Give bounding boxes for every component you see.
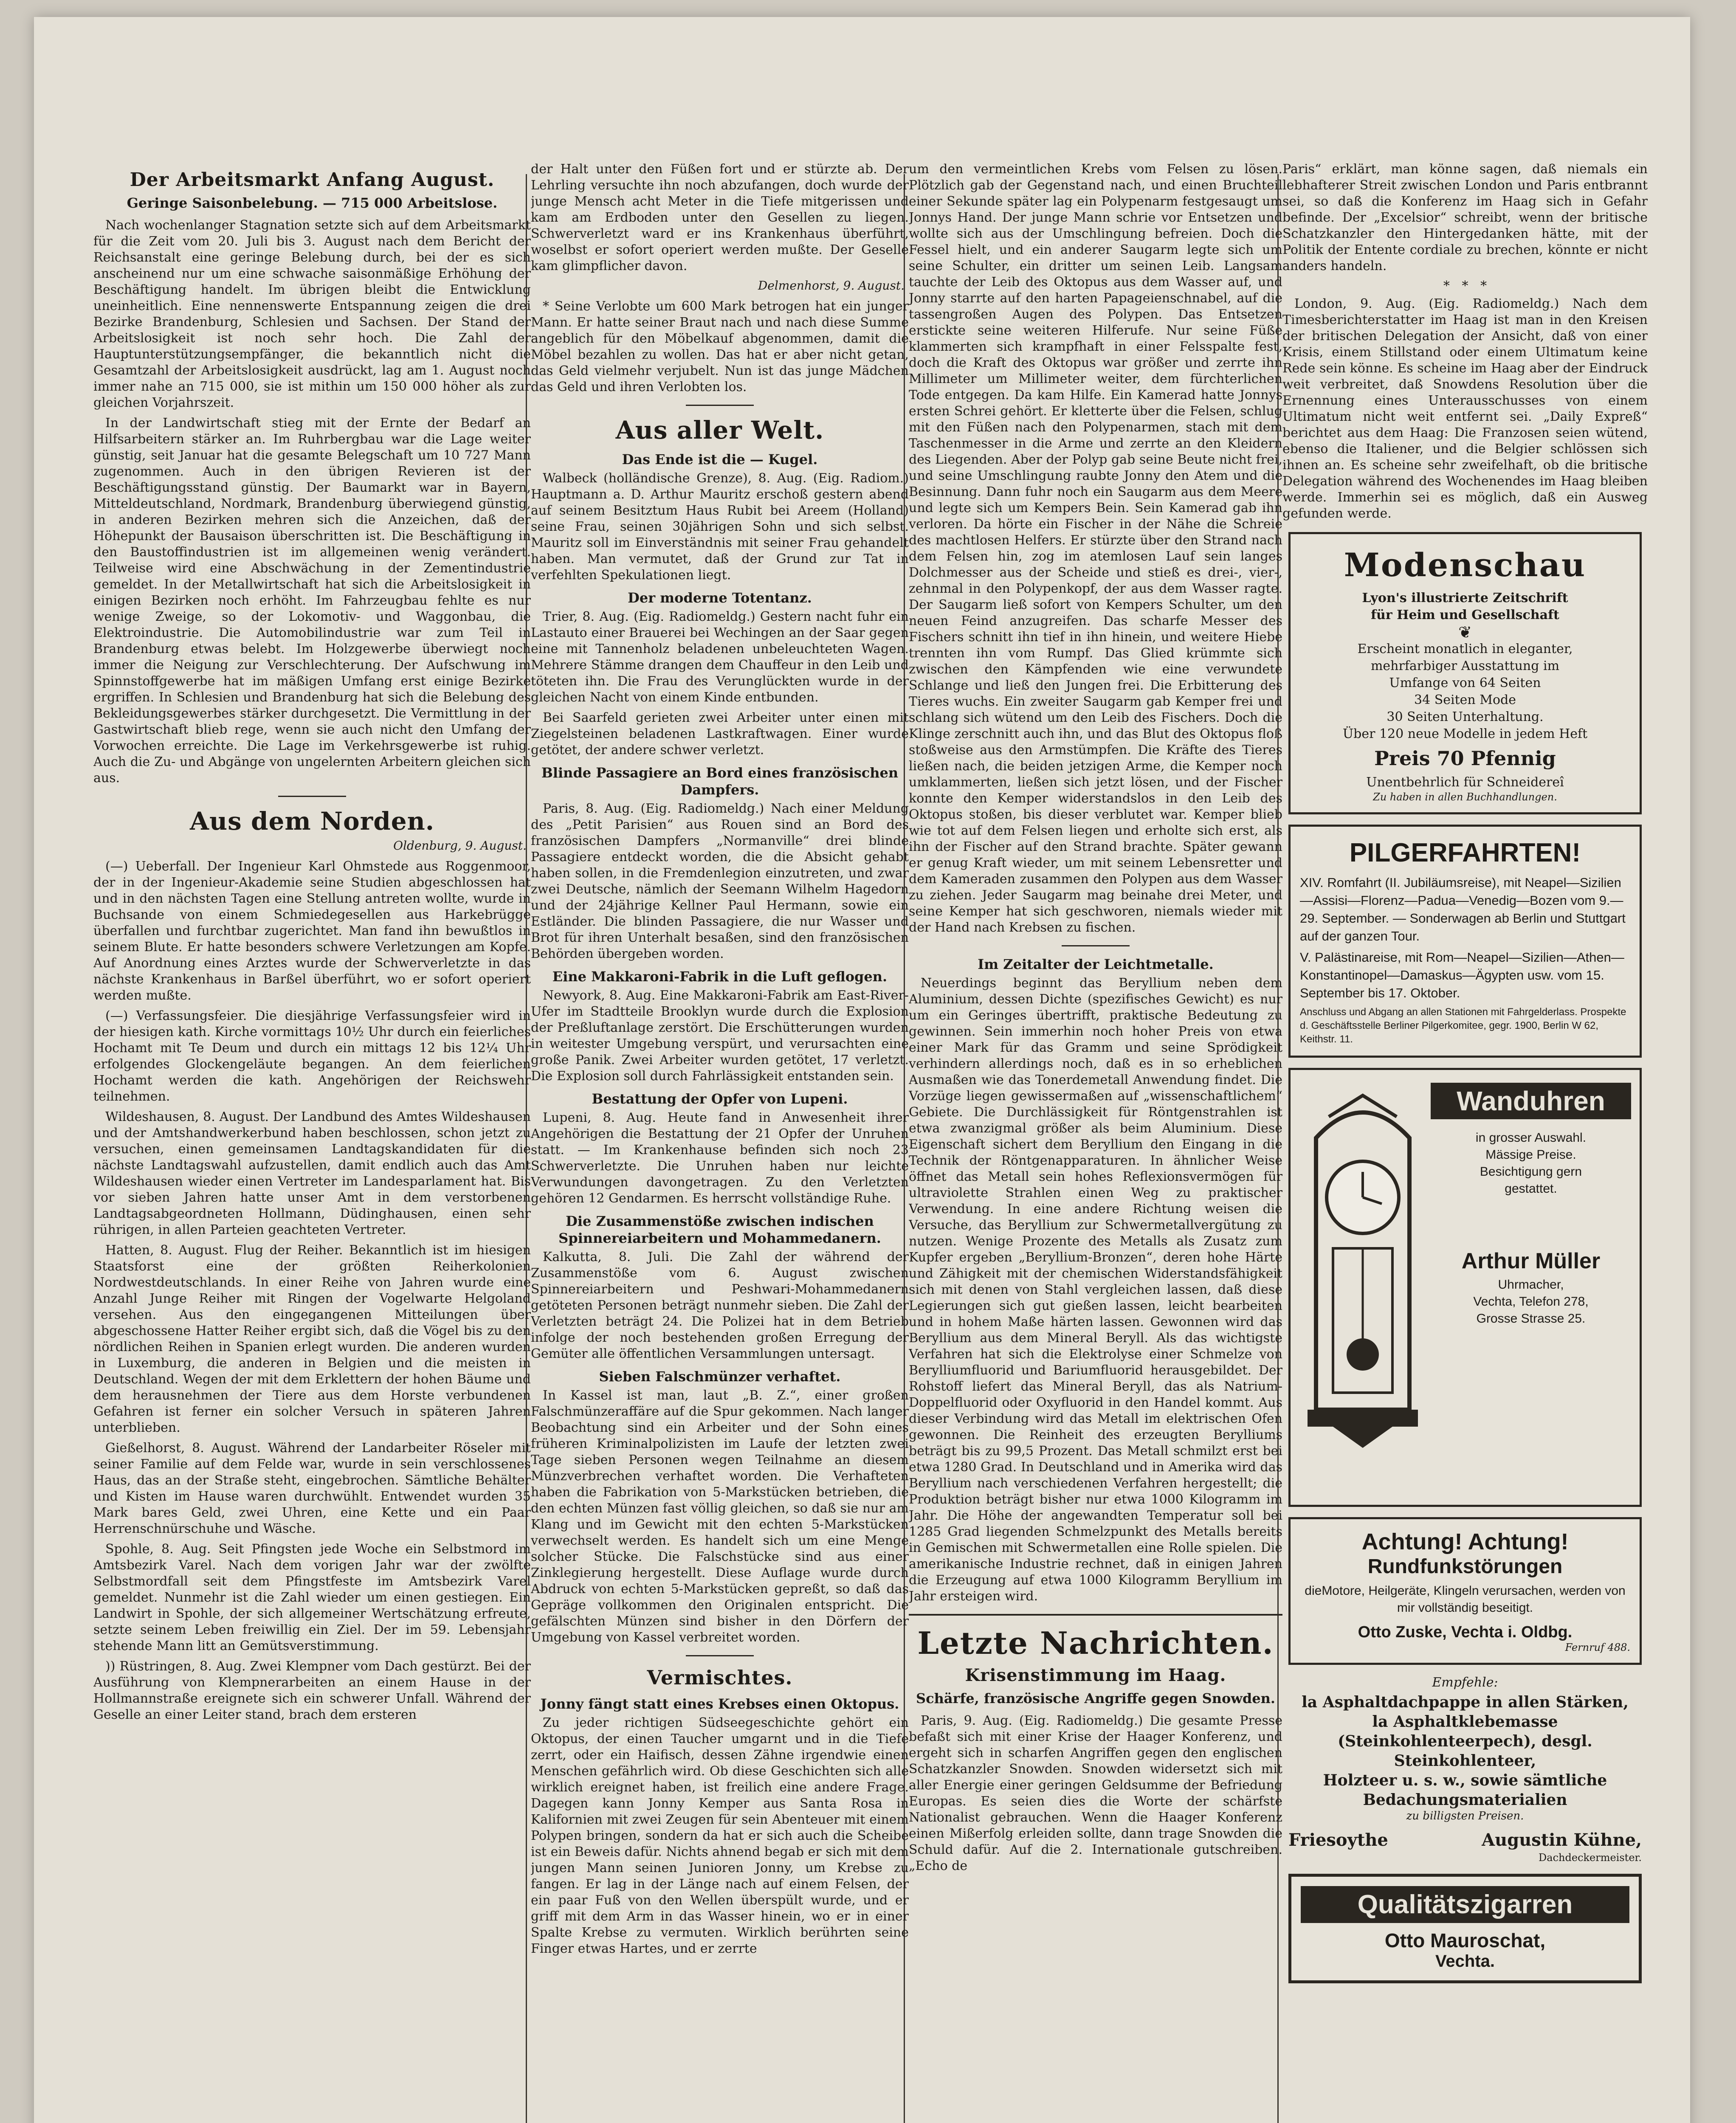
ad-head: Empfehle: xyxy=(1432,1675,1498,1690)
article-paragraph: In der Landwirtschaft stieg mit der Ernte der Bedarf an Hilfsarbeitern stärker an. Im Ruhrbergbau war die Lage weiter günstig, seit Januar hat die gesamte Belegschaft um 10 727 Mann zugenommen. Auch in den übrigen Revieren ist der Beschäftigungsstand günstig. Der Baumarkt war in Bayern, Mitteldeutschland, Nordmark, Brandenburg überwiegend günstig, in anderen Bezirken mehren sich die Anzeichen, daß der Höhepunkt der Bausaison überschritten ist. Die Beschäftigung in den Baustoffindustrien ist im allgemeinen wenig verändert. Teilweise wird eine Abschwächung in der Zementindustrie gemeldet. In der Metallwirtschaft hat sich die Arbeitslosigkeit in einigen Bezirken noch erhöht. Im Fahrzeugbau fehlte es nur wenige Zweige, so der Lokomotiv- und Waggonbau, die Elektroindustrie. Die Automobilindustrie war zum Teil in Brandenburg etwas belebt. Im Holzgewerbe überwiegt noch immer die Neigung zur Verschlechterung. Der Aufschwung im Spinnstoffgewerbe hat im mäßigen Umfang erst einige Bezirke ergriffen. In Schlesien und Brandenburg hat sich die Belebung des Bekleidungsgewerbes stärker durchgesetzt. Die Vermittlung in der Gastwirtschaft blieb rege, wenn sie auch nicht den Umfang der Vorwochen erreichte. Die Lage im Verkehrsgewerbe ist ruhig. Auch die Zu- und Abgänge von ungelernten Arbeitern gleichen sich aus. xyxy=(93,416,531,786)
ad-dachpappe xyxy=(1282,1675,1648,1864)
article-paragraph: * Seine Verlobte um 600 Mark betrogen hat ein junger Mann. Er hatte seiner Braut nach und nach diese Summe angeblich für den Möbelkauf abgenommen, damit die Möbel bezahlen zu wollen. Das hat er aber nicht getan, das Geld vielmehr verjubelt. Nun ist das junge Mädchen das Geld und ihren Verlobten los. xyxy=(531,299,909,394)
ad-phone: Fernruf 488. xyxy=(1565,1642,1630,1653)
section-title: Aus aller Welt. xyxy=(615,416,824,445)
ad-line: Grosse Strasse 25. xyxy=(1476,1312,1586,1326)
article-paragraph: Neuerdings beginnt das Beryllium neben dem Aluminium, dessen Dichte (spezifisches Gewicht) es nur um ein Geringes übertrifft, praktische Bedeutung zu gewinnen. Sein immerhin noch hoher Preis von etwa einer Mark für das Gramm und seine Sprödigkeit verhindern allerdings noch, daß es in so erheblichen Ausmaßen wie das Tonerdemetall Anwendung findet. Die Vorzüge liegen gewissermaßen auf „wissenschaftlichem“ Gebiete. Die Durchlässigkeit für Röntgenstrahlen ist etwa zwanzigmal größer als beim Aluminium. Diese Eigenschaft sichert dem Beryllium den Eingang in die Technik der Röntgenapparaturen. In ähnlicher Weise öffnet das Metall sein hohes Reflexionsvermögen für ultraviolette Strahlen einen Weg zu praktischer Verwendung. In eine andere Richtung weisen die Versuche, das Beryllium zur Schwermetallvergütung zu nutzen. Wenige Prozente des Metalls als Zusatz zum Kupfer ergeben „Beryllium-Bronzen“, deren hohe Härte und Zähigkeit mit der chemischen Widerstandsfähigkeit sich mit denen von Stahl vergleichen lassen, daß diese Legierungen sich gut gießen lassen, leicht bearbeiten und in hohem Maße härten lassen. Gewonnen wird das Beryllium aus dem Mineral Beryll. Als das wichtigste Verfahren hat sich die Elektrolyse einer Schmelze von Berylliumfluorid und Bariumfluorid herausgebildet. Der Rohstoff liefert das Mineral Beryll, das als Natrium-Doppelfluorid oder Oxyfluorid in den Handel kommt. Aus dieser Verbindung wird das Metall im elektrischen Ofen gewonnen. Die Reinheit des erzeugten Berylliums beträgt bis zu 99,5 Prozent. Das Metall schmilzt erst bei etwa 1280 Grad. In Deutschland und in Amerika wird das Beryllium nach verschiedenen Verfahren hergestellt; die Produktion beträgt bisher nur etwa 1000 Kilogramm im Jahr. Die Höhe der angewandten Temperatur soll bei 1285 Grad liegenden Schmelzpunkt des Metalls bereits in Gemischen mit Schwermetallen eine Rolle spielen. Die amerikanische Industrie rechnet, daß in einigen Jahren die Erzeugung auf etwa 1000 Kilogramm Beryllium im Jahr ersteigen wird. xyxy=(909,976,1282,1604)
ad-line: Uhrmacher, xyxy=(1498,1278,1564,1292)
ad-line: XIV. Romfahrt (II. Jubiläumsreise), mit Neapel—Sizilien—Assisi—Florenz—Padua—Venedig—Bozen vom 9.—29. September. — Sonderwagen ab Berlin und Stuttgart auf der ganzen Tour. xyxy=(1300,875,1626,943)
article-paragraph: In Kassel ist man, laut „B. Z.“, einer großen Falschmünzeraffäre auf die Spur gekommen. Nach langer Beobachtung sind ein Arbeiter und der Sohn eines früheren Kriminalpolizisten im Laufe der letzten zwei Tage sieben Personen wegen Teilnahme an diesem Münzverbrechen verhaftet worden. Die Verhafteten haben die Fabrikation von 5-Markstücken betrieben, die den echten Münzen fast völlig gleichen, so daß sie nur am Klang und im Gewicht mit den echten 5-Markstücken verwechselt werden. Es handelt sich um eine Menge solcher Stücke. Die Falschstücke sind aus einer Zinklegierung hergestellt. Diese Auflage wurde durch Abdruck von echten 5-Markstücken gepreßt, so daß das Gepräge vollkommen den Originalen entspricht. Die gefälschten Münzen sind bisher in den Dörfern der Umgebung von Kassel verbreitet worden. xyxy=(531,1388,909,1645)
ad-line: 30 Seiten Unterhaltung. xyxy=(1387,710,1544,724)
ad-zigarren xyxy=(1288,1874,1642,1983)
wall-clock-icon xyxy=(1308,1087,1418,1452)
article-subtitle: Geringe Saisonbelebung. — 715 000 Arbeitslose. xyxy=(127,195,498,211)
article-title: Der moderne Totentanz. xyxy=(628,590,812,606)
last-news-subtitle-2: Schärfe, französische Angriffe gegen Snowden. xyxy=(916,1690,1275,1706)
article-paragraph: London, 9. Aug. (Eig. Radiomeldg.) Nach dem Timesberichterstatter im Haag ist man in den Kreisen der britischen Delegation der Ansicht, daß von einer Krisis, einem Stillstand oder einem Ultimatum keine Rede sein könne. Es scheine im Haag aber der Eindruck weit verbreitet, daß Snowdens Resolution über die Ernennung eines Unterausschusses von einem Ultimatum nicht weit entfernt sei. „Daily Expreß“ berichtet aus dem Haag: Die Franzosen seien wütend, ebenso die Italiener, und die Belgier schlössen sich ihnen an. Es scheine sehr zweifelhaft, ob die britische Delegation während des Wochenendes im Haag bleiben werde. Immerhin sei es möglich, daß ein Ausweg gefunden werde. xyxy=(1282,296,1648,521)
ad-line: Anschluss und Abgang an allen Stationen mit Fahrgelderlass. Prospekte d. Geschäftsstelle Berliner Pilgerkomitee, gegr. 1900, Berlin W 62, Keithstr. 11. xyxy=(1300,1006,1626,1045)
separator-stars: * * * xyxy=(1443,279,1487,293)
ad-name: Otto Mauroschat, xyxy=(1384,1929,1546,1951)
ad-pilgerfahrten xyxy=(1288,825,1642,1058)
article-paragraph: Zu jeder richtigen Südseegeschichte gehört ein Oktopus, der einen Taucher umgarnt und in die Tiefe zerrt, oder ein Haifisch, dessen Zähne irgendwie einen Menschen gefährlich wird. Ob diese Geschichten sich alle wirklich ereignet haben, ist freilich eine andere Frage. Dagegen kann Jonny Kemper aus Santa Rosa in Kalifornien mit zwei Zeugen für sein Abenteuer mit einem Polypen bringen, sondern da hat er sich auch die Scheibe ist ein Beweis dafür. Nichts ahnend begab er sich mit dem jungen Mann seinen Junioren Jonny, um Krebse zu fangen. Er lag in der Länge nach auf einem Felsen, der ein paar Fuß von den Wellen überspült wurde, und er griff mit dem Arm in das Wasser hinein, wo er in einer Spalte Krebse zu vermuten. Wirklich berührten seine Finger etwas Hartes, und er zerrte xyxy=(531,1715,909,1956)
ad-line: zu billigsten Preisen. xyxy=(1406,1810,1524,1822)
ad-line: dieMotore, Heilgeräte, Klingeln verursachen, werden von xyxy=(1305,1584,1626,1598)
ad-title: Achtung! Achtung! xyxy=(1361,1529,1569,1554)
ad-line: in grosser Auswahl. xyxy=(1475,1131,1587,1145)
article-title: Das Ende ist die — Kugel. xyxy=(622,451,818,467)
last-news-title: Letzte Nachrichten. xyxy=(917,1625,1274,1661)
column-4 xyxy=(1282,161,1648,2123)
article-paragraph: Paris, 8. Aug. (Eig. Radiomeldg.) Nach einer Meldung des „Petit Parisien“ aus Rouen sind an Bord des französischen Dampfers „Normanville“ drei blinde Passagiere entdeckt worden, die die Absicht gehabt haben sollen, in die Fremdenlegion einzutreten, und zwar zwei Deutsche, nämlich der Seemann Wilhelm Hagedorn und der 24jährige Kellner Paul Hermann, sowie ein Estländer. Die blinden Passagiere, die nur Wasser und Brot für ihren Unterhalt besaßen, sind den französischen Behörden übergeben worden. xyxy=(531,801,909,961)
article-paragraph: Hatten, 8. August. Flug der Reiher. Bekanntlich ist im hiesigen Staatsforst eine der größten Reiherkolonien Nordwestdeutschlands. In einer Reihe von Jahren wurde eine Anzahl Junge Reiher mit Ringen der Vogelwarte Helgoland versehen. Aus den eingegangenen Mitteilungen über abgeschossene Hatter Reiher ergibt sich, daß die Vögel bis zu den nördlichen Reihen in Spanien erlegt wurden. Die anderen wurden in Luxemburg, die anderen in Belgien und die meisten in Deutschland. Wegen der mit dem Erklettern der hohen Bäume und dem herausnehmen der Tiere aus dem Horste verbundenen Gefahren ist ferner ein solcher Versuch in späteren Jahren unterblieben. xyxy=(93,1243,531,1435)
article-paragraph: Bei Saarfeld gerieten zwei Arbeiter unter einen mit Ziegelsteinen beladenen Lastkraftwagen. Einer wurde getötet, der andere schwer verletzt. xyxy=(531,710,909,757)
ad-price: Preis 70 Pfennig xyxy=(1374,747,1556,770)
ad-modenschau xyxy=(1288,532,1642,814)
article-title: Im Zeitalter der Leichtmetalle. xyxy=(978,956,1214,972)
ad-line: Holzteer u. s. w., sowie sämtliche xyxy=(1323,1771,1607,1789)
ad-line: Bedachungsmaterialien xyxy=(1363,1791,1567,1809)
article-title: Der Arbeitsmarkt Anfang August. xyxy=(130,169,495,191)
article-paragraph: Wildeshausen, 8. August. Der Landbund des Amtes Wildeshausen und der Amtshandwerkerbund haben beschlossen, schon jetzt zu versuchen, einen gemeinsamen Landtagskandidaten für die nächste Landtagswahl aufzustellen, damit endlich auch das Amt Wildeshausen wieder einen Vertreter im Landesparlament hat. Bis vor sieben Jahren hatte unser Amt in dem verstorbenen Landtagsabgeordneten Hollmann, Düdinghausen, einen sehr rührigen, in allen Parteien geachteten Vertreter. xyxy=(93,1109,531,1237)
separator xyxy=(686,405,754,406)
section-title: Aus dem Norden. xyxy=(189,807,435,836)
ad-line: la Asphaltklebemasse (Steinkohlenteerpech), desgl. Steinkohlenteer, xyxy=(1338,1713,1592,1770)
ad-line: Besichtigung gern xyxy=(1480,1165,1582,1179)
article-paragraph: Gießelhorst, 8. August. Während der Landarbeiter Röseler mit seiner Familie auf dem Felde war, wurde in sein verschlossenes Haus, das an der Straße steht, eingebrochen. Sämtliche Behälter und Kisten im Hause waren durchwühlt. Entwendet wurden 35 Mark bares Geld, zwei Uhren, eine Kette und ein Paar Herrenschnürschuhe und Wäsche. xyxy=(93,1441,531,1536)
column-3 xyxy=(909,161,1282,2123)
ad-line: Zu haben in allen Buchhandlungen. xyxy=(1373,791,1557,803)
dateline: Oldenburg, 9. August. xyxy=(393,839,527,853)
ad-line: 34 Seiten Mode xyxy=(1414,693,1516,707)
ad-title: Modenschau xyxy=(1344,546,1587,584)
ad-title: PILGERFAHRTEN! xyxy=(1349,838,1581,867)
last-news-subtitle: Krisenstimmung im Haag. xyxy=(965,1665,1226,1685)
column-1 xyxy=(93,161,531,2123)
dateline: Delmenhorst, 9. August. xyxy=(758,279,905,293)
article-title: Eine Makkaroni-Fabrik in die Luft geflogen. xyxy=(552,969,888,985)
article-title: Bestattung der Opfer von Lupeni. xyxy=(592,1091,848,1107)
article-paragraph: (—) Verfassungsfeier. Die diesjährige Verfassungsfeier wird in der hiesigen kath. Kirche vormittags 10½ Uhr durch ein feierliches Hochamt mit Te Deum und durch ein mittags 12 bis 12¼ Uhr erfolgendes Glockengeläute begangen. An dem feierlichen Hochamt werden die kath. Angehörigen der Reichswehr teilnehmen. xyxy=(93,1008,531,1104)
ad-line: mir vollständig beseitigt. xyxy=(1397,1601,1533,1615)
separator xyxy=(278,796,346,797)
ad-name: Arthur Müller xyxy=(1461,1249,1601,1273)
section-title: Vermischtes. xyxy=(647,1666,793,1689)
ad-city: Vechta. xyxy=(1435,1952,1495,1971)
article-paragraph: um den vermeintlichen Krebs vom Felsen zu lösen. Plötzlich gab der Gegenstand nach, und einen Bruchteil einer Sekunde später lag ein Polypenarm festgesaugt um Jonnys Hand. Der junge Mann schrie vor Entsetzen und wollte sich aus der Umschlingung befreien. Doch die Fessel hielt, und ein anderer Saugarm legte sich um seine Schulter, ein dritter um seinen Leib. Langsam tauchte der Leib des Oktopus aus dem Wasser auf, und Jonny starrte auf den harten Papageienschnabel, auf die tassengroßen Augen des Polypen. Das Entsetzen erstickte seine weiteren Hilferufe. Nur seine Füße klammerten sich krampfhaft in einer Felsspalte fest, doch die Kraft des Oktopus war größer und zerrte ihn Millimeter um Millimeter weiter, dem fürchterlichen Tode entgegen. Da kam Hilfe. Ein Kamerad hatte Jonnys ersten Schrei gehört. Er kletterte über die Felsen, schlug mit den Füßen nach den Polypenarmen, stach mit dem Taschenmesser in die Arme und zerrte an den Kleidern des Liegenden. Aber der Polyp gab seine Beute nicht frei, und seine Umschlingung raubte Jonny den Atem und die Besinnung. Dann fuhr noch ein Saugarm aus dem Meere und legte sich um Kempers Bein. Sein Kamerad gab ihn verloren. Da hörte ein Fischer in der Nähe die Schreie des machtlosen Helfers. Er stürzte über den Strand nach dem Felsen hin, zog im atemlosen Lauf sein langes Dolchmesser aus der Scheide und stieß es drei-, vier-, zehnmal in den Polypenkopf, der aus dem Wasser ragte. Der Saugarm ließ sofort von Kempers Schulter, um den neuen Feind anzugreifen. Das scharfe Messer des Fischers schnitt ihn tief in ihn hinein, und weitere Hiebe trennten ihn vom Rumpf. Das Glied krümmte sich zwischen den Kämpfenden wie eine verwundete Schlange und ließ den Jungen frei. Die Erbitterung des Tieres wuchs. Ein zweiter Saugarm gab Kemper frei und schlang sich wütend um den Leib des Fischers. Doch die Klinge zerschnitt auch ihn, und das Blut des Oktopus floß stoßweise aus den Armstümpfen. Die Kräfte des Tieres ließen nach, die beiden jetzigen Arme, die Kemper noch umklammerten, ließen sich jetzt lösen, und der Fischer konnte den Kemper widerstandslos in den Leib des Oktopus stoßen, bis dieser verblutet war. Kemper blieb wie tot auf dem Felsen liegen und erholte sich erst, als ihn der Fischer auf den Strand brachte. Später gewann er genug Kraft wieder, um mit seinem Lebensretter und dem Kameraden zusammen den Polypen aus dem Wasser zu ziehen. Jeder Saugarm mag beinahe drei Meter, und seine Kemper hat sich geschworen, niemals wieder mit der Hand nach Krebsen zu fischen. xyxy=(909,162,1282,935)
separator xyxy=(1062,945,1130,946)
article-paragraph: Nach wochenlanger Stagnation setzte sich auf dem Arbeitsmarkt für die Zeit vom 20. Juli bis 3. August nach dem Bericht der Reichsanstalt eine geringe Belebung durch, bei der es sich anscheinend nur um eine schwache saisonmäßige Erhöhung der Beschäftigung handelt. Im übrigen bleibt die Entwicklung uneinheitlich. Eine nennenswerte Entspannung zeigen die drei Bezirke Brandenburg, Schlesien und Sachsen. Der Stand der Arbeitslosigkeit ist noch sehr hoch. Die Zahl der Hauptunterstützungsempfänger, die bekanntlich nicht die Gesamtzahl der Arbeitslosigkeit ausdrückt, lag am 1. August noch immer nahe an 715 000, sie ist mithin um 150 000 höher als zur gleichen Vorjahrszeit. xyxy=(93,218,531,410)
article-paragraph: Spohle, 8. Aug. Seit Pfingsten jede Woche ein Selbstmord im Amtsbezirk Varel. Nach dem vorigen Jahr war der zwölfte Selbstmordfall seit dem Pfingstfeste im Amtsbezirk Varel gemeldet. Nunmehr ist die Zahl wieder um einen gestiegen. Ein Landwirt in Spohle, der sich allgemeiner Wertschätzung erfreute, setzte seinem Leben freiwillig ein Ziel. Der im 59. Lebensjahr stehende Mann litt an Gemütsverstimmung. xyxy=(93,1542,531,1653)
article-paragraph: Walbeck (holländische Grenze), 8. Aug. (Eig. Radiom.) Hauptmann a. D. Arthur Mauritz erschoß gestern abend auf seinem Besitztum Haus Rubit bei Areem (Holland) seine Frau, seinen 30jährigen Sohn und sich selbst. Mauritz soll im Einverständnis mit seiner Frau gehandelt haben. Man vermutet, daß der Grund zur Tat in verfehlten Spekulationen liegt. xyxy=(531,471,909,583)
ad-rundfunk xyxy=(1288,1517,1642,1665)
ad-line: Lyon's illustrierte Zeitschrift xyxy=(1362,591,1568,605)
article-paragraph: Lupeni, 8. Aug. Heute fand in Anwesenheit ihrer Angehörigen die Bestattung der 21 Opfer der Unruhen statt. — Im Krankenhause befinden sich noch 23 Schwerverletzte. Die Unruhen haben nur leichte Verwundungen davongetragen. Zu den Verletzten gehören 12 Gendarmen. Es herrscht vollständige Ruhe. xyxy=(531,1110,909,1206)
separator xyxy=(909,1614,1282,1616)
article-title: Blinde Passagiere an Bord eines französischen Dampfers. xyxy=(541,765,899,798)
ad-title: Qualitätszigarren xyxy=(1301,1886,1629,1923)
ad-line: Über 120 neue Modelle in jedem Heft xyxy=(1342,726,1588,741)
separator xyxy=(686,1655,754,1656)
ad-wanduhren xyxy=(1288,1068,1642,1507)
article-paragraph: der Halt unter den Füßen fort und er stürzte ab. Der Lehrling versuchte ihn noch abzufangen, doch wurde der junge Mensch acht Meter in die Tiefe mitgerissen und kam am Erdboden unter den Gesellen zu liegen. Schwerverletzt ward er ins Krankenhaus überführt, woselbst er sofort operiert werden mußte. Der Geselle kam glimpflicher davon. xyxy=(531,162,909,273)
article-paragraph: (—) Ueberfall. Der Ingenieur Karl Ohmstede aus Roggenmoor, der in der Ingenieur-Akademie seine Studien abgeschlossen hat und in den nächsten Tagen eine Stellung antreten wollte, wurde in Buchsande von einem Schmiedegesellen aus Harkebrügge überfallen und furchtbar zugerichtet. Man fand ihn bewußtlos in seinem Blute. Er hatte besonders schwere Verletzungen am Kopfe. Auf Anordnung eines Arztes wurde der Schwerverletzte in das nächste Krankenhaus in Barßel überführt, wo er sofort operiert werden mußte. xyxy=(93,859,531,1003)
article-paragraph: Paris“ erklärt, man könne sagen, daß niemals ein lebhafterer Streit zwischen London und Paris entbrannt sei, so daß die Konferenz im Haag sich in Gefahr befinde. Der „Excelsior“ schreibt, wenn der britische Schatzkanzler den Hintergedanken hätte, mit der Politik der Entente cordiale zu brechen, könnte er nicht anders handeln. xyxy=(1282,162,1648,273)
article-paragraph: Kalkutta, 8. Juli. Die Zahl der während der Zusammenstöße vom 6. August zwischen Spinnereiarbeitern und Peshwari-Mohammedanern getöteten Personen beträgt nunmehr sieben. Die Zahl der Verletzten beträgt 24. Die Polizei hat in dem Betrieb infolge der noch bestehenden großen Erregung der Gemüter alle öffentlichen Versammlungen untersagt. xyxy=(531,1250,909,1361)
ad-line: Unentbehrlich für Schneidereî xyxy=(1366,775,1564,790)
column-2 xyxy=(531,161,909,2123)
ad-line: V. Palästinareise, mit Rom—Neapel—Sizilien—Athen—Konstantinopel—Damaskus—Ägypten usw. vom 15. September bis 17. Oktober. xyxy=(1300,950,1624,1000)
article-paragraph: Newyork, 8. Aug. Eine Makkaroni-Fabrik am East-River-Ufer im Stadtteile Brooklyn wurde durch die Explosion der Preßluftanlage zerstört. Die Erschütterungen wurden in weitester Umgebung verspürt, und verursachten eine große Panik. Zwei Arbeiter wurden getötet, 17 verletzt. Die Explosion soll durch Fahrlässigkeit entstanden sein. xyxy=(531,988,909,1084)
ad-place: Friesoythe xyxy=(1288,1830,1388,1850)
ad-line: Erscheint monatlich in eleganter, xyxy=(1357,642,1573,656)
article-paragraph: Trier, 8. Aug. (Eig. Radiomeldg.) Gestern nacht fuhr ein Lastauto einer Brauerei bei Wechingen an der Saar gegen eine mit Tannenholz beladenen unbeleuchteten Wagen. Mehrere Stämme drangen dem Chauffeur in den Leib und töteten ihn. Die Frau des Verunglückten wurde in der gleichen Nacht von einem Kinde entbunden. xyxy=(531,609,909,705)
article-title: Die Zusammenstöße zwischen indischen Spinnereiarbeitern und Mohammedanern. xyxy=(558,1213,881,1246)
ad-line: Vechta, Telefon 278, xyxy=(1473,1295,1589,1309)
ad-title-2: Rundfunkstörungen xyxy=(1367,1555,1563,1578)
article-title: Sieben Falschmünzer verhaftet. xyxy=(599,1368,841,1385)
ad-name: Otto Zuske, Vechta i. Oldbg. xyxy=(1358,1623,1573,1641)
ad-line: für Heim und Gesellschaft xyxy=(1371,608,1559,622)
newspaper-page xyxy=(34,17,1690,2123)
ad-line: gestattet. xyxy=(1505,1182,1557,1196)
ad-line: la Asphaltdachpappe in allen Stärken, xyxy=(1302,1693,1629,1711)
ad-name: Augustin Kühne, xyxy=(1482,1830,1642,1850)
article-paragraph: )) Rüstringen, 8. Aug. Zwei Klempner vom Dach gestürzt. Bei der Ausführung von Klempnerarbeiten an einem Hause in der Hollmannstraße ereignete sich ein schwerer Unfall. Während der Geselle an einer Leiter stand, brach dem ersteren xyxy=(93,1659,531,1722)
ornament-icon: ❦ xyxy=(1458,623,1472,642)
article-paragraph: Paris, 9. Aug. (Eig. Radiomeldg.) Die gesamte Presse befaßt sich mit einer Krise der Haager Konferenz, und ergeht sich in scharfen Angriffen gegen den englischen Schatzkanzler Snowden. Snowden widersetzt sich mit aller Energie einer geringen Geldsumme der Befriedung Europas. Es seien dies die Worte der schärfste Nationalist gebrauchen. Wenn die Haager Konferenz einen Mißerfolg erleiden sollte, dann trage Snowden die Schuld dafür. Auf die 2. Internationale gutschreiben. „Echo de xyxy=(909,1713,1282,1873)
ad-line: Mässige Preise. xyxy=(1485,1148,1576,1162)
ad-line: Umfange von 64 Seiten xyxy=(1389,676,1541,690)
ad-line: mehrfarbiger Ausstattung im xyxy=(1370,659,1560,673)
ad-role: Dachdeckermeister. xyxy=(1539,1852,1642,1864)
article-title: Jonny fängt statt eines Krebses einen Oktopus. xyxy=(540,1696,899,1712)
ad-title: Wanduhren xyxy=(1431,1083,1631,1119)
